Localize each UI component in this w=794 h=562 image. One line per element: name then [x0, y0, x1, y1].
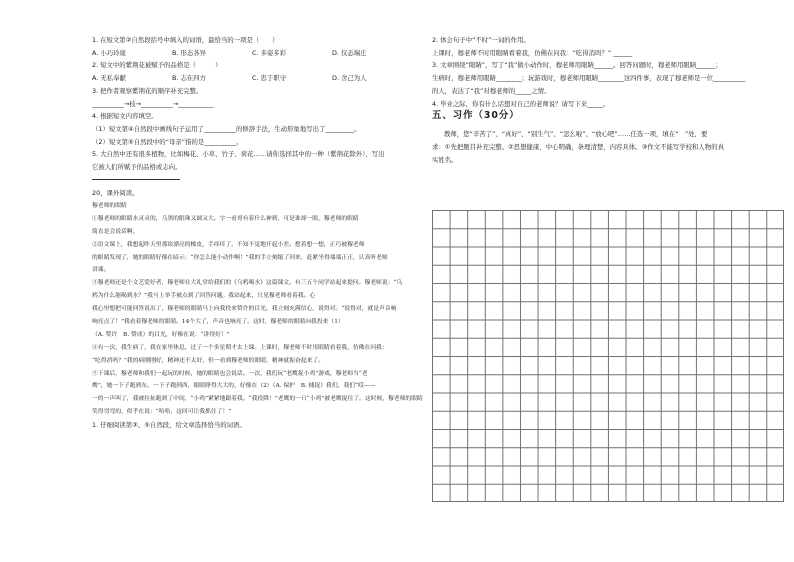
passage-line: 响亮点了！”我看着穆老师的眼睛。14个大了，声音也响亮了。这时，穆老师的眼睛向我投来（1） [92, 318, 344, 325]
passage-title: 穆老师的眼睛 [92, 202, 127, 209]
section-title-writing: 五、习作（30分） [432, 110, 520, 122]
passage-line: 简直是会说话啊。 [92, 228, 139, 235]
q2-option-a: A. 无私奉献 [92, 74, 126, 83]
essay-instruction-3: 实姓名。 [432, 155, 458, 164]
passage-line: ④有一次，我生病了，我在家里休息，过了一个多星期才去上课。上课时，穆老师不时用眼睛看着我，仿佛在问我： [92, 344, 388, 351]
passage-line: （A. 赞许 B. 赞成）的目光，好像在说：“讲得好！” [92, 331, 230, 338]
essay-instruction-1: 教师，您“辛苦了”、“真好”、“别生气”、“怎么啦”、“放心吧”……任选一项，填在“ ”处，要 [444, 130, 708, 139]
rq3-line-2: 生病时，穆老师用眼睛________；玩游戏时，穆老师用眼睛________这四件事，表现了穆老师是一位__________ [432, 74, 746, 83]
q2-stem: 2. 短文中的紫荆花被赋予的品格是（ ） [92, 61, 222, 70]
q2-options [92, 74, 412, 82]
passage-line: 鹰”，她一下子跑到东，一下子跑到西，眼睛睁得大大的，好像在（2）（A. 保护 B. 捕捉）我们，我们“哎—— [92, 383, 376, 390]
q1-option-d: D. 仪态端庄 [332, 48, 367, 57]
rq2-stem: 2. 体会句子中“不时”一词的作用。 [432, 36, 530, 44]
reading-passage [92, 202, 423, 416]
rq3-line-1: 3. 文章围绕“眼睛”，写了“我”做小动作时，穆老师用眼睛______。回答问题时，穆老师用眼睛______； [432, 61, 722, 70]
passage-line: ①穆老师的眼睛水灵灵的，乌黑的眼珠又圆又大。字一看哥有着什么神到，可是谁却一眼，穆老师的眼睛 [92, 215, 359, 222]
reading-heading: 20、课外阅读。 [92, 189, 139, 198]
passage-line: 笑得弯弯的，似乎在说：“哈哈，这回可让我抓住了！” [92, 409, 232, 416]
q1-option-a: A. 小巧玲珑 [92, 48, 126, 57]
rq4-stem: 4. 毕业之际，你有什么话想对自己的老师说？请写下来_____。 [432, 99, 610, 108]
q1-option-c: C. 多姿多彩 [252, 48, 287, 57]
rq3-line-3: 的人，表达了“我”对穆老师的_____之情。 [432, 86, 551, 95]
passage-line: ②语文课上，我想起昨天里那块漂亮的橡皮，手痒痒了，不知不觉地开起小差。想着想一想，正巧被穆老师 [92, 241, 365, 248]
passage-line: ③穆老师还是个文艺爱好者，穆老师在大礼堂给我们的《乌鸦喝水》这篇课文。有三五个同学站起来提问。穆老师说：“乌 [92, 280, 403, 287]
passage-line: 鸦为什么能喝到水？”我马上举手被点到了回答问题。我站起来，只见穆老师看着我。心 [92, 293, 316, 300]
left-column [92, 36, 423, 434]
reading-q1: 1. 仔细阅读第③、⑤自然段，给文章选择恰当的词语。 [92, 421, 246, 430]
q3-stem: 3. 把作者观察紫荆花的顺序补充完整。 [92, 86, 203, 95]
right-column [432, 36, 784, 169]
q4-part-2: （2）短文第⑤自然段中的“母亲”指的是__________。 [92, 137, 243, 146]
essay-instruction-2: 求：①先把题目补充完整。②思想健康，中心明确，条理清楚，内容具体。③作文不能写学校和人物的真 [432, 143, 724, 152]
q4-stem: 4. 根据短文内容填空。 [92, 112, 158, 121]
q5-line-1: 5. 大自然中还有很多植物，比如梅花、小草、竹子、荷花……请你选择其中的一种（紫荆花除外），写出 [92, 150, 385, 159]
passage-line: 讲课。 [92, 267, 110, 274]
writing-grid[interactable] [432, 210, 784, 502]
passage-line: 一的一声叫了，我被拉扯跑到了中间，“小鸡”紧紧地跟着我。“我投降！”老鹰的一只“小鸡”被老鹰捉住了。这时候，穆老师的眼睛 [92, 396, 423, 403]
passage-line: 的眼睛发现了，她的眼睛好像在暗示：“你怎么能小动作啊！”我的手立刻缩了回来，赶紧坐得端端正正，认真听老师 [92, 254, 388, 261]
q5-line-2: 它被人们所赋予的品格或志向。 [92, 163, 182, 172]
q2-option-b: B. 志在四方 [172, 74, 207, 83]
passage-line: ⑤下课后，穆老师和我们一起玩的时候，她的眼睛也会说话。一次，我们玩“老鹰捉小鸡”游戏，穆老师当“老 [92, 370, 368, 377]
q1-options [92, 49, 412, 57]
passage-line: 我心里想把可能回答说出了，穆老师的眼睛马上向我投来赞许的目光。我立刻充满信心，说得对。“说得对，就是声音响 [92, 306, 397, 313]
q2-option-c: C. 忠于职守 [252, 74, 287, 83]
q2-option-d: D. 舍己为人 [332, 74, 367, 83]
answer-line [92, 179, 180, 180]
q3-blank-line: __________→枝→__________→___________ [92, 99, 214, 108]
q4-part-1: （1）短文第④自然段中画线句子运用了__________的修辞手法，生动形象地写出了_________。 [92, 124, 361, 133]
rq2-sentence: 上课时，穆老师不时用眼睛看着我，仿佛在问我：“吃得消吗？” ______ [432, 48, 633, 57]
q1-stem: 1. 在短文第②自然段括号中填入的词语，最恰当的一项是（ ） [92, 36, 279, 44]
passage-line: “吃得消吗？”我的病刚刚好，精神还不太好，但一看到穆老师的眼睛，精神就振奋起来了。 [92, 357, 325, 364]
q1-option-b: B. 形态各异 [172, 48, 207, 57]
